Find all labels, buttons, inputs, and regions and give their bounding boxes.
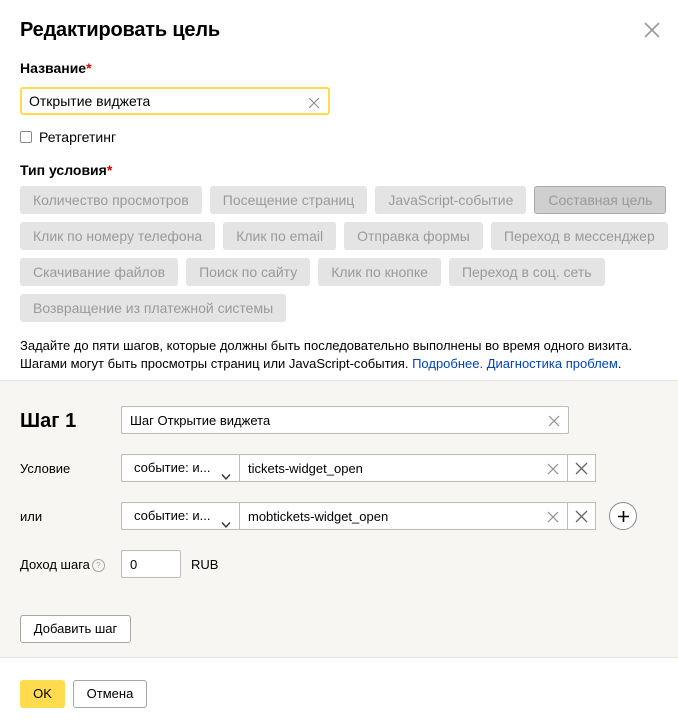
- step-revenue-field[interactable]: [121, 550, 181, 578]
- condition-type-select[interactable]: событие: и...: [121, 502, 240, 530]
- condition-type-label: Тип условия*: [20, 162, 113, 178]
- remove-condition-button[interactable]: [568, 502, 596, 530]
- goal-name-input[interactable]: [22, 89, 328, 113]
- retargeting-row[interactable]: [20, 129, 116, 145]
- help-line-1: Задайте до пяти шагов, которые должны быть последовательно выполнены во время одного визита.: [20, 338, 632, 353]
- close-icon[interactable]: [642, 20, 662, 40]
- retargeting-checkbox[interactable]: [20, 131, 32, 143]
- diagnostics-link[interactable]: Диагностика проблем: [486, 356, 618, 371]
- chip-row: [20, 258, 660, 286]
- step-revenue-label: Доход шага ?: [20, 557, 105, 572]
- clear-icon[interactable]: [308, 96, 320, 108]
- condition-label: Условие: [20, 461, 71, 476]
- step-title: Шаг 1: [20, 410, 77, 432]
- chip-phone-click[interactable]: Клик по номеру телефона: [20, 222, 215, 250]
- retargeting-label: Ретаргетинг: [39, 129, 117, 145]
- clear-icon[interactable]: [548, 414, 560, 426]
- currency-label: RUB: [191, 557, 219, 572]
- chip-composite-goal[interactable]: Составная цель: [534, 186, 666, 214]
- chip-payment-return[interactable]: Возвращение из платежной системы: [20, 294, 286, 322]
- name-label: Название*: [20, 60, 92, 76]
- ok-button[interactable]: OK: [20, 680, 65, 708]
- chip-row: [20, 294, 660, 322]
- add-step-button[interactable]: Добавить шаг: [20, 615, 131, 643]
- chevron-down-icon: [221, 464, 231, 472]
- clear-icon[interactable]: [547, 510, 559, 522]
- chip-button-click[interactable]: Клик по кнопке: [318, 258, 441, 286]
- close-icon: [575, 510, 588, 523]
- help-icon[interactable]: ?: [92, 559, 105, 572]
- condition-value-input[interactable]: [240, 503, 567, 529]
- chip-messenger[interactable]: Переход в мессенджер: [491, 222, 668, 250]
- remove-condition-button[interactable]: [568, 454, 596, 482]
- plus-icon: [617, 510, 630, 523]
- chip-javascript-event[interactable]: JavaScript-событие: [375, 186, 526, 214]
- chip-row: [20, 222, 660, 250]
- add-condition-button[interactable]: [609, 502, 637, 530]
- chevron-down-icon: [221, 512, 231, 520]
- condition-value-field[interactable]: [239, 502, 568, 530]
- clear-icon[interactable]: [547, 462, 559, 474]
- chip-views-count[interactable]: Количество просмотров: [20, 186, 202, 214]
- condition-type-select[interactable]: событие: и...: [121, 454, 240, 482]
- more-link[interactable]: Подробнее.: [412, 356, 484, 371]
- or-label: или: [20, 509, 43, 524]
- close-icon: [575, 462, 588, 475]
- help-line-2: Шагами могут быть просмотры страниц или JavaScript-события. Подробнее. Диагностика проблем.: [20, 356, 622, 371]
- condition-value-input[interactable]: [240, 455, 567, 481]
- step-name-field[interactable]: [121, 406, 569, 434]
- help-text: [20, 337, 660, 373]
- chip-social-network[interactable]: Переход в соц. сеть: [449, 258, 605, 286]
- chip-page-visit[interactable]: Посещение страниц: [210, 186, 368, 214]
- chip-email-click[interactable]: Клик по email: [223, 222, 336, 250]
- dialog-title: Редактировать цель: [20, 19, 220, 41]
- chip-row: [20, 186, 660, 214]
- goal-name-field[interactable]: [20, 87, 330, 115]
- chip-site-search[interactable]: Поиск по сайту: [186, 258, 310, 286]
- step-revenue-input[interactable]: [122, 551, 180, 577]
- cancel-button[interactable]: Отмена: [73, 680, 147, 708]
- condition-value-field[interactable]: [239, 454, 568, 482]
- chip-form-submit[interactable]: Отправка формы: [344, 222, 483, 250]
- condition-type-chips: [20, 186, 660, 330]
- chip-file-download[interactable]: Скачивание файлов: [20, 258, 178, 286]
- step-name-input[interactable]: [122, 407, 568, 433]
